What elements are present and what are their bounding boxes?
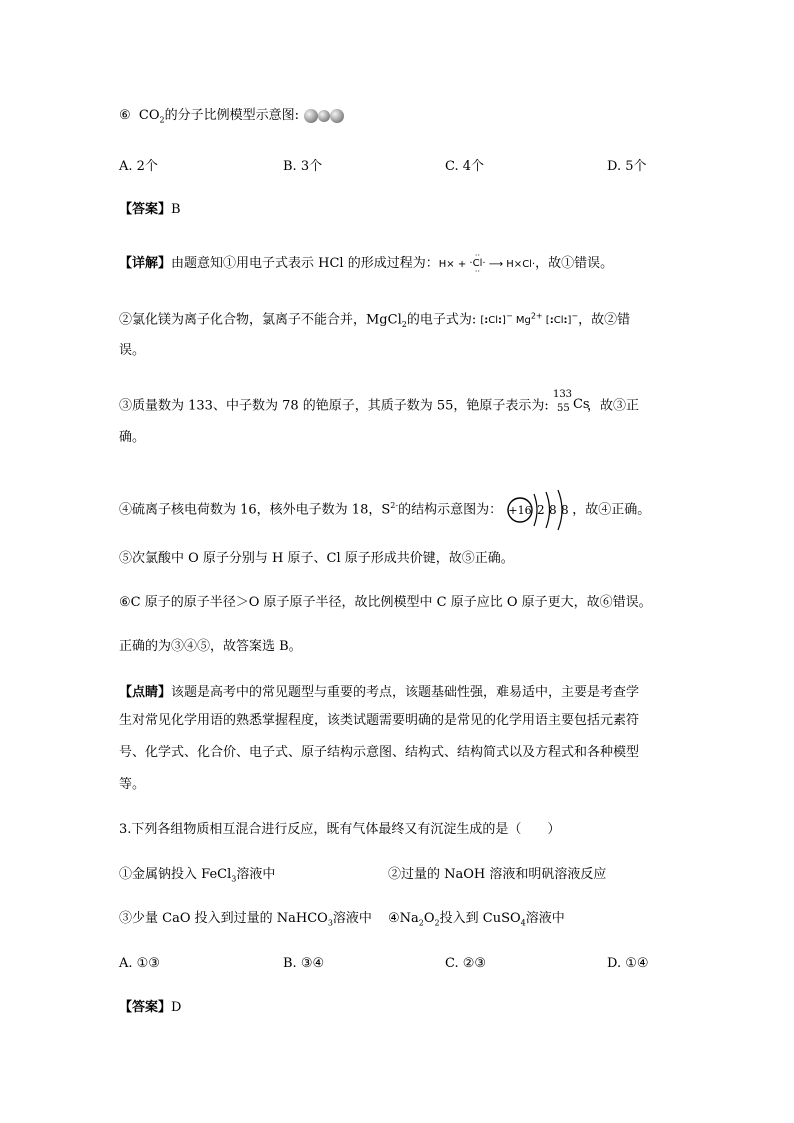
- svg-text:8: 8: [561, 503, 569, 517]
- detail-line-3: [119, 389, 639, 419]
- answer-line-1: [119, 200, 181, 220]
- q3-item-4: $④Na_2O_2$投入到 CuSO$_4$溶液中: [388, 911, 565, 928]
- q6-number: ⑥: [119, 108, 131, 123]
- detail-line-5: ⑤次氯酸中 O 原子分别与 H 原子、Cl 原子形成共价键，故⑤正确。: [119, 551, 514, 566]
- q6-line: [119, 106, 345, 131]
- option-a: A. 2个: [119, 159, 158, 174]
- comment-line-2: 生对常见化学用语的熟悉掌握程度，该类试题需要明确的是常见的化学用语主要包括元素符: [119, 713, 640, 728]
- question-3: 3.下列各组物质相互混合进行反应，既有气体最终又有沉淀生成的是（ ）: [119, 822, 561, 837]
- answer-value-2: D: [171, 1000, 182, 1015]
- q6-sub: 2: [159, 115, 165, 125]
- answer-label-2: 【答案】: [119, 1000, 172, 1015]
- detail3-text: ③质量数为 133、中子数为 78 的铯原子，其质子数为 55，铯原子表示为:: [119, 398, 549, 414]
- detail4-end: ，故④正确。: [572, 502, 651, 518]
- detail3-end: ，故③正: [586, 398, 639, 414]
- q3-option-b: B. ③④: [283, 956, 325, 971]
- detail4-sup: 2-: [390, 501, 399, 511]
- detail2-sub: 2: [401, 319, 407, 329]
- option-d: D. 5个: [607, 159, 647, 174]
- detail2-text: ②氯化镁为离子化合物，氯离子不能合并，MgCl: [119, 312, 402, 328]
- detail-line-2b: 误。: [119, 343, 146, 358]
- comment-line-3: 号、化学式、化合价、电子式、原子结构示意图、结构式、结构简式以及方程式和各种模型: [119, 745, 640, 760]
- comment-label: 【点睛】: [119, 685, 172, 700]
- hcl-electron-formula: H× + ·· ·Cl· ·· ⟶ H×Cl·: [438, 251, 536, 276]
- comment-text-1: 该题是高考中的常见题型与重要的考点，该题基础性强，难易适中，主要是考查学: [171, 685, 640, 700]
- detail4-text-b: 的结构示意图为：: [398, 502, 503, 518]
- q3-item-3: ③少量 CaO 投入到过量的 NaHCO$_3$溶液中: [119, 911, 372, 928]
- detail-line-4: [119, 488, 650, 532]
- detail-line-3b: 确。: [119, 430, 146, 445]
- comment-line-1: [119, 683, 639, 703]
- svg-text:+16: +16: [508, 504, 532, 517]
- detail-line-2: [119, 307, 630, 335]
- q3-option-d: D. ①④: [607, 956, 649, 971]
- option-b: B. 3个: [283, 159, 323, 174]
- detail1-text: 由题意知①用电子式表示 HCl 的形成过程为：: [171, 256, 439, 271]
- detail1-end: ，故①错误。: [535, 256, 614, 271]
- q6-co: CO: [138, 108, 160, 123]
- q3-item-2: ②过量的 NaOH 溶液和明矾溶液反应: [388, 867, 607, 882]
- cesium-isotope: 133 55 Cs: [552, 389, 590, 414]
- detail-line-6: ⑥C 原子的原子半径＞O 原子原子半径，故比例模型中 C 原子应比 O 原子更大，故⑥错误。: [119, 595, 652, 610]
- sulfide-ion-structure-icon: [506, 488, 572, 532]
- detail2-end: ，故②错: [578, 312, 631, 328]
- co2-model-icon: [303, 107, 345, 125]
- detail-label: 【详解】: [119, 256, 172, 271]
- q3-option-c: C. ②③: [445, 956, 487, 971]
- detail-line-1: [119, 252, 613, 276]
- detail2-text-b: 的电子式为:: [406, 312, 477, 328]
- detail-line-7: 正确的为③④⑤，故答案选 B。: [119, 639, 302, 654]
- q3-item-1: ①金属钠投入 FeCl$_3$溶液中: [119, 867, 276, 884]
- q6-text: 的分子比例模型示意图:: [164, 108, 300, 123]
- answer-value: B: [171, 202, 181, 217]
- option-c: C. 4个: [445, 159, 485, 174]
- answer-label: 【答案】: [119, 202, 172, 217]
- svg-text:2: 2: [537, 503, 545, 517]
- comment-line-4: 等。: [119, 777, 146, 792]
- q3-option-a: A. ①③: [119, 956, 160, 971]
- svg-text:8: 8: [549, 503, 557, 517]
- answer-line-2: [119, 998, 181, 1018]
- mgcl2-electron-formula: [:Cl:]− $Mg^{2+}$ [:Cl:]−: [480, 312, 579, 327]
- detail4-text: ④硫离子核电荷数为 16，核外电子数为 18，S: [119, 502, 391, 518]
